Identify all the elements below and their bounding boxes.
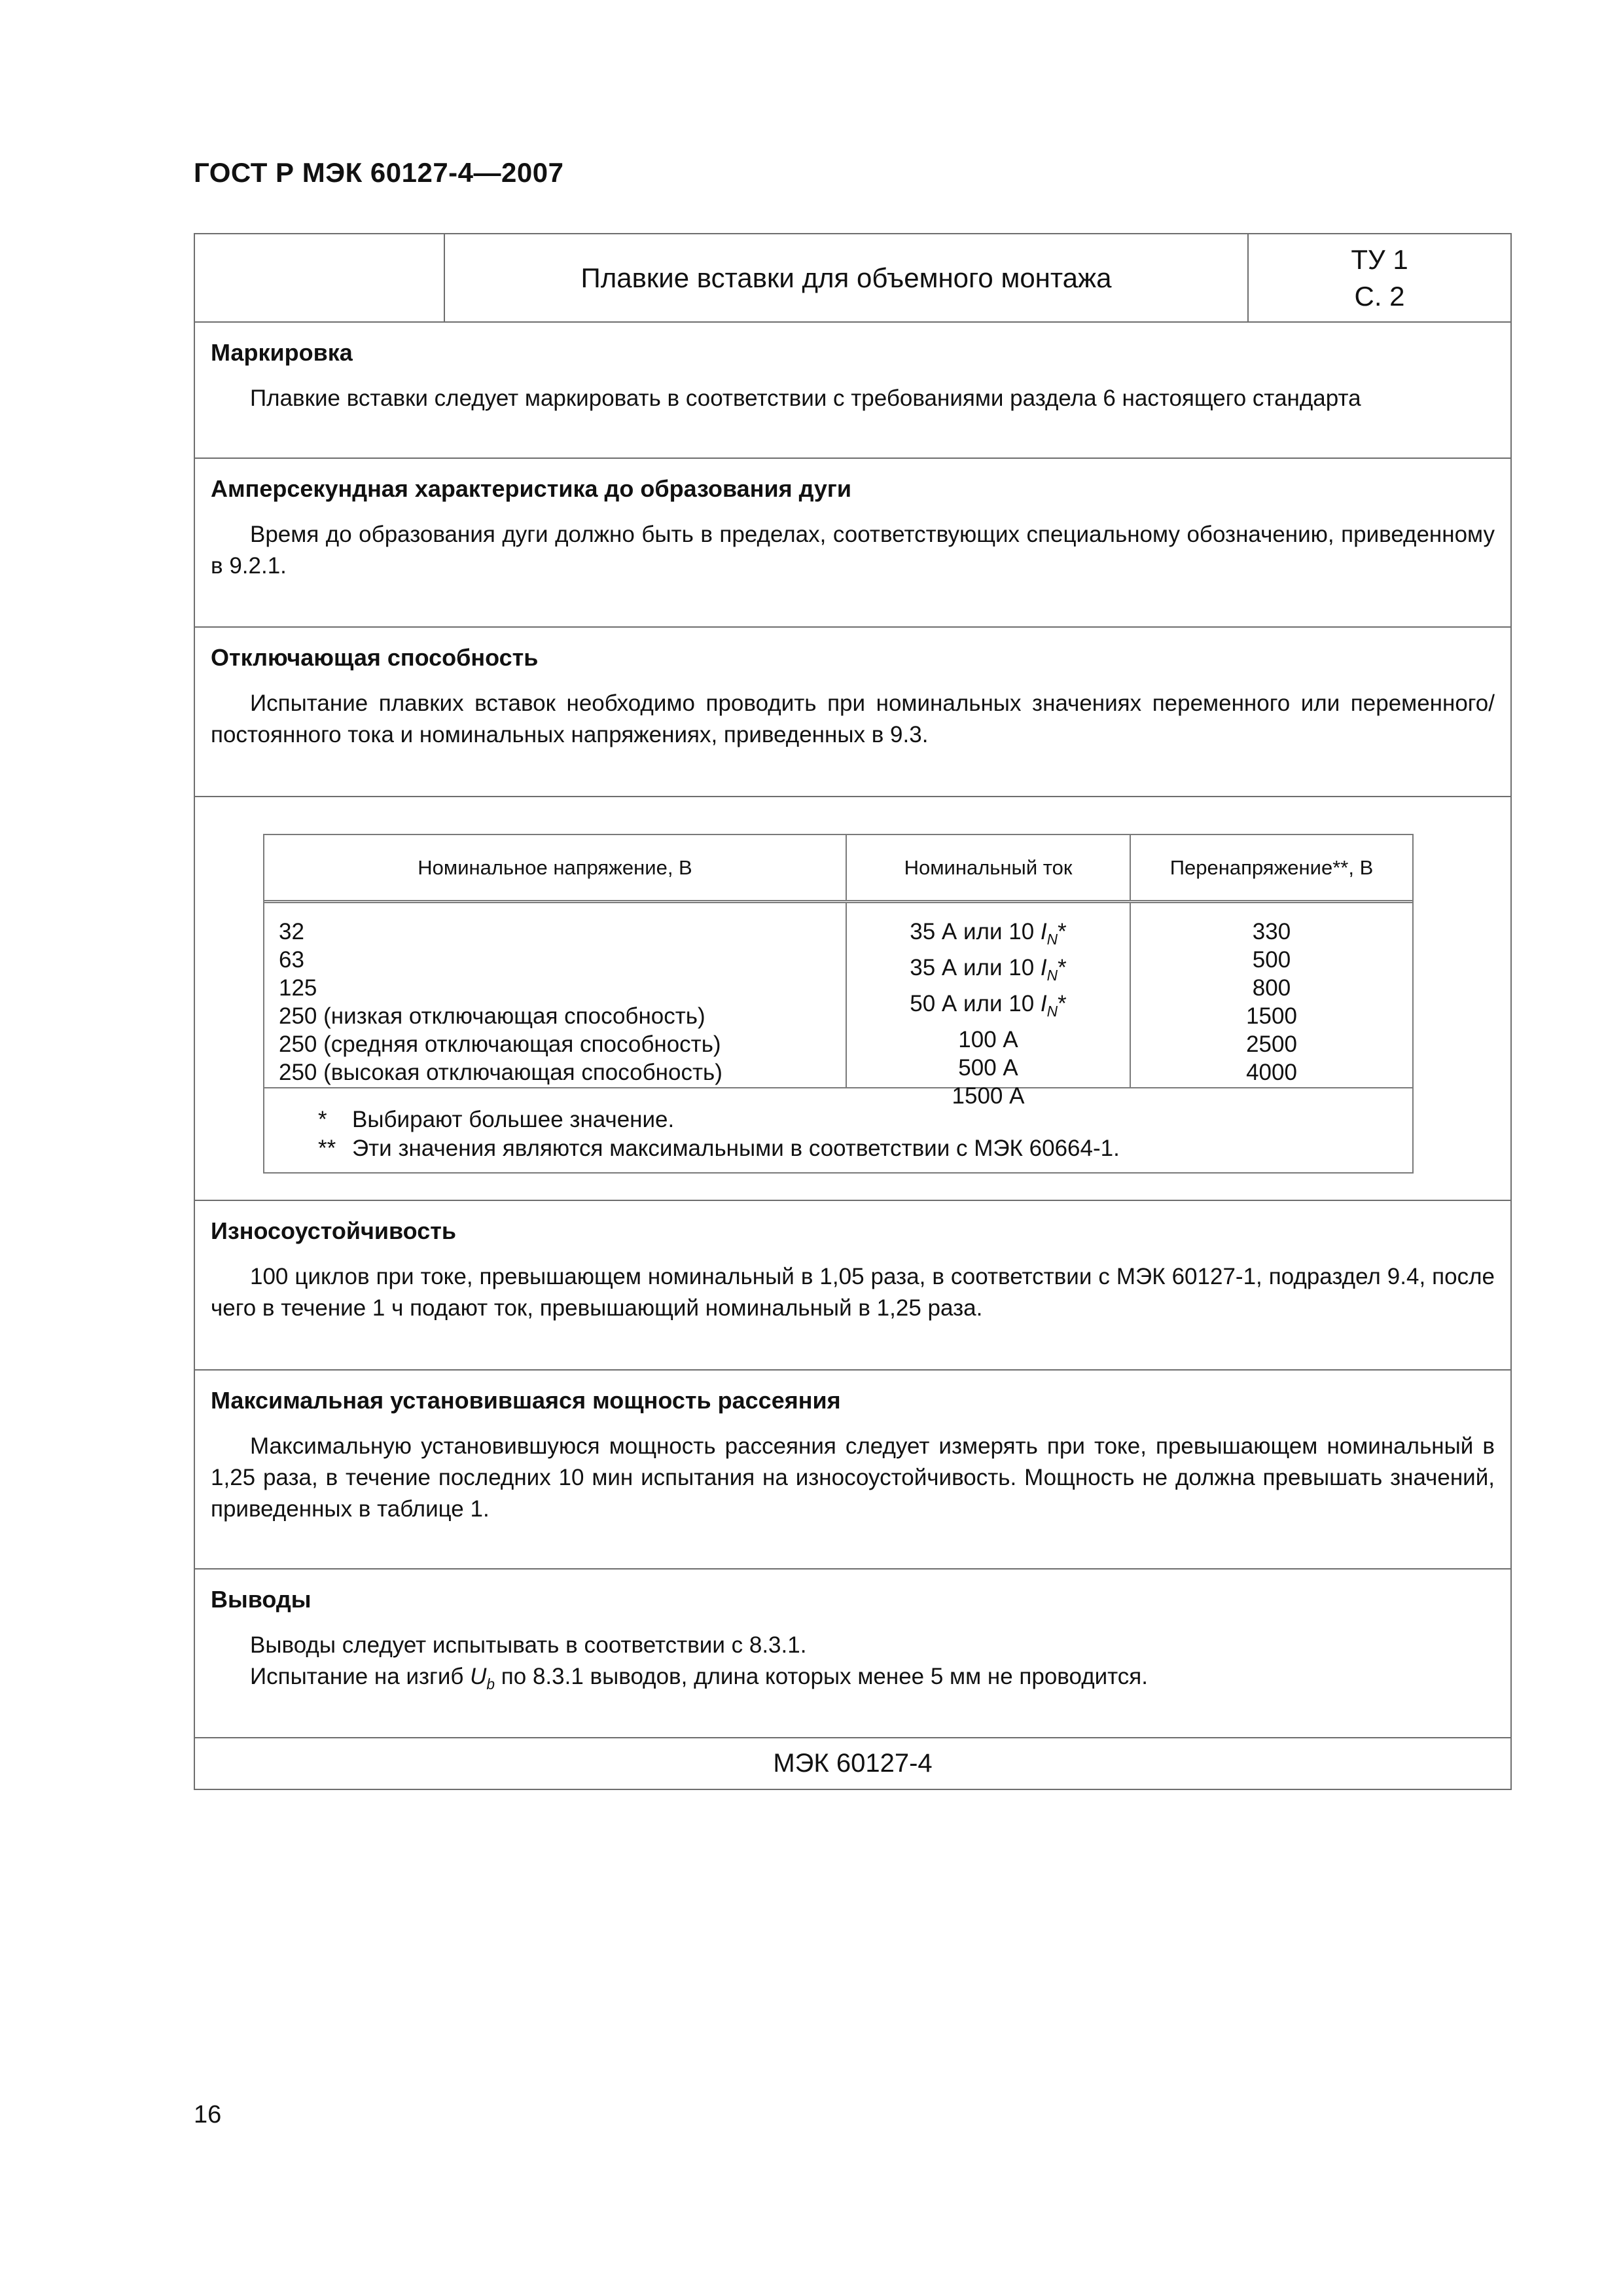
specification-sheet <box>194 233 1512 1790</box>
sheet-ref-page: С. 2 <box>1354 280 1405 312</box>
cell-overvoltage: 800 <box>1252 975 1291 1001</box>
section-endurance <box>195 1201 1510 1371</box>
section-text: Выводы следует испытывать в соответствии с 8.3.1. <box>250 1632 807 1658</box>
cell-overvoltage: 4000 <box>1246 1060 1297 1085</box>
cell-voltage: 250 (средняя отключающая способность) <box>279 1031 721 1057</box>
section-ratings-table <box>195 797 1510 1201</box>
section-terminals <box>195 1570 1510 1738</box>
section-text: Испытание на изгиб $U_b$ по 8.3.1 выводов, длина которых менее 5 мм не проводится. <box>250 1664 1148 1693</box>
section-heading: Отключающая способность <box>211 644 539 671</box>
column-rated-voltage <box>264 903 847 1087</box>
cell-current: 1500 А <box>952 1083 1025 1109</box>
cell-overvoltage: 330 <box>1252 919 1291 944</box>
page-number: 16 <box>194 2101 222 2128</box>
table-notes <box>264 1088 1412 1163</box>
title-block <box>195 234 1510 323</box>
section-text: 100 циклов при токе, превышающем номинальный в 1,05 раза, в соответствии с МЭК 60127-1, подраздел 9.4, после чего в течение 1 ч подают ток, превышающий номинальный в 1,25 раза. <box>211 1264 1495 1321</box>
sheet-title: Плавкие вставки для объемного монтажа <box>445 234 1249 321</box>
cell-overvoltage: 2500 <box>1246 1031 1297 1057</box>
cell-current: 500 А <box>958 1055 1018 1081</box>
section-heading: Маркировка <box>211 339 353 366</box>
cell-voltage: 250 (низкая отключающая способность) <box>279 1003 705 1029</box>
header-rated-voltage: Номинальное напряжение, В <box>264 835 847 900</box>
section-heading: Износоустойчивость <box>211 1217 456 1244</box>
table-header-row <box>264 835 1412 903</box>
header-rated-current: Номинальный ток <box>847 835 1131 900</box>
table-note: * Выбирают большее значение. <box>318 1107 675 1132</box>
table-note: ** Эти значения являются максимальными в соответствии с МЭК 60664-1. <box>318 1136 1120 1161</box>
cell-voltage: 63 <box>279 947 304 973</box>
section-heading: Максимальная установившаяся мощность рассеяния <box>211 1387 841 1414</box>
cell-overvoltage: 1500 <box>1246 1003 1297 1029</box>
ratings-table <box>263 834 1414 1174</box>
section-breaking-capacity <box>195 628 1510 797</box>
column-overvoltage <box>1131 903 1412 1087</box>
section-heading: Амперсекундная характеристика до образования дуги <box>211 475 852 502</box>
cell-current: 50 А или 10 $I_N*$ <box>910 991 1067 1020</box>
cell-current: 35 А или 10 $I_N*$ <box>910 919 1067 948</box>
table-body <box>264 903 1412 1109</box>
column-rated-current <box>847 903 1131 1109</box>
section-text: Максимальную установившуюся мощность рассеяния следует измерять при токе, превышающем номинальный в 1,25 раза, в течение последних 10 мин испытания на износоустойчивость. Мощность не должна превышать значений, приведенных в таблице 1. <box>211 1433 1495 1522</box>
section-marking <box>195 323 1510 459</box>
sheet-footer: МЭК 60127-4 <box>773 1749 933 1778</box>
section-text: Плавкие вставки следует маркировать в соответствии с требованиями раздела 6 настоящего стандарта <box>250 386 1361 411</box>
cell-current: 100 А <box>958 1027 1018 1052</box>
cell-voltage: 125 <box>279 975 317 1001</box>
title-blank-cell <box>195 234 445 321</box>
section-text: Время до образования дуги должно быть в пределах, соответствующих специальному обозначению, приведенному в 9.2.1. <box>211 522 1495 579</box>
section-power-dissipation <box>195 1371 1510 1570</box>
cell-voltage: 32 <box>279 919 304 944</box>
header-overvoltage: Перенапряжение**, В <box>1169 855 1374 879</box>
document-header: ГОСТ Р МЭК 60127-4—2007 <box>194 157 564 188</box>
cell-current: 35 А или 10 $I_N*$ <box>910 955 1067 984</box>
cell-overvoltage: 500 <box>1252 947 1291 973</box>
section-arcing <box>195 459 1510 628</box>
section-heading: Выводы <box>211 1586 312 1613</box>
sheet-ref-tu: ТУ 1 <box>1351 243 1408 275</box>
sheet-reference <box>1249 234 1510 321</box>
cell-voltage: 250 (высокая отключающая способность) <box>279 1060 722 1085</box>
section-text: Испытание плавких вставок необходимо проводить при номинальных значениях переменного или переменного/постоянного тока и номинальных напряжениях, приведенных в 9.3. <box>211 691 1495 747</box>
